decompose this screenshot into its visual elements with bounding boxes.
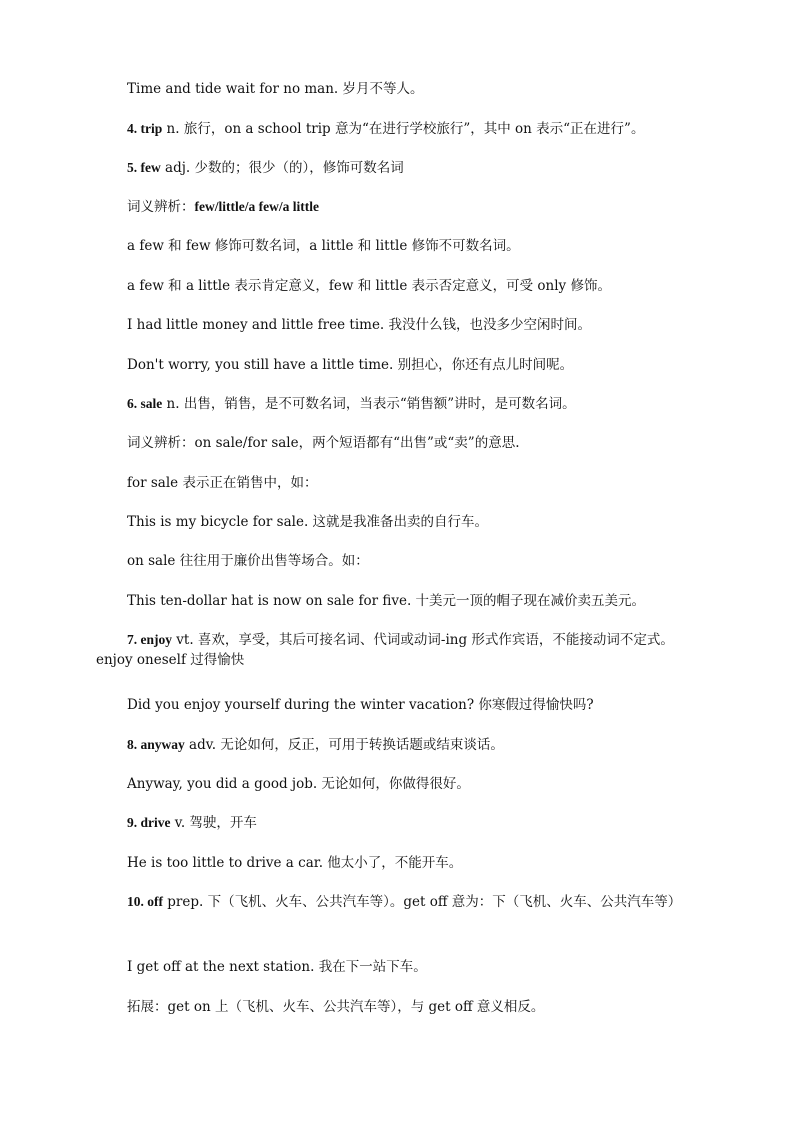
vocab-entry-drive — [127, 813, 707, 833]
vocab-headword: 9. drive — [127, 815, 171, 830]
example-sentence: He is too little to drive a car. 他太小了，不能开车。 — [127, 855, 463, 871]
example-sentence: Don't worry, you still have a little time. 别担心，你还有点儿时间呢。 — [127, 357, 574, 373]
example-sentence: I get off at the next station. 我在下一站下车。 — [127, 959, 427, 975]
distinction-words: few/little/a few/a little — [194, 199, 319, 214]
vocab-definition: n. 出售，销售，是不可数名词，当表示“销售额”讲时，是可数名词。 — [162, 396, 576, 412]
explanation-line: a few 和 a little 表示肯定意义，few 和 little 表示否定意义，可受 only 修饰。 — [127, 278, 611, 294]
explanation-line: 词义辨析：on sale/for sale，两个短语都有“出售”或“卖”的意思. — [127, 435, 520, 451]
vocab-entry-anyway — [127, 735, 707, 755]
vocab-definition: adj. 少数的；很少（的），修饰可数名词 — [160, 160, 404, 176]
explanation-line: for sale 表示正在销售中，如： — [127, 475, 318, 491]
extension-note: 拓展：get on 上（飞机、火车、公共汽车等），与 get off 意义相反。 — [127, 999, 545, 1015]
example-sentence: Time and tide wait for no man. 岁月不等人。 — [127, 81, 424, 97]
word-distinction-heading — [127, 197, 707, 217]
vocab-headword: 5. few — [127, 160, 161, 175]
vocab-definition: prep. 下（飞机、火车、公共汽车等）。get off 意为：下（飞机、火车、公共汽车等） — [163, 894, 682, 910]
example-sentence: I had little money and little free time. 我没什么钱，也没多少空闲时间。 — [127, 317, 592, 333]
vocab-entry-off — [96, 892, 706, 912]
example-sentence: This ten-dollar hat is now on sale for five. 十美元一顶的帽子现在减价卖五美元。 — [127, 593, 646, 609]
vocab-headword: 10. off — [127, 894, 163, 909]
distinction-label: 词义辨析： — [127, 199, 195, 215]
vocab-definition: v. 驾驶，开车 — [170, 815, 257, 831]
vocab-headword: 8. anyway — [127, 737, 185, 752]
vocab-entry-sale — [127, 394, 707, 414]
explanation-line: on sale 往往用于廉价出售等场合。如： — [127, 553, 369, 569]
vocab-definition: vt. 喜欢，享受，其后可接名词、代词或动词-ing 形式作宾语，不能接动词不定式。enjoy oneself 过得愉快 — [96, 632, 674, 668]
example-sentence: Did you enjoy yourself during the winter vacation? 你寒假过得愉快吗? — [127, 697, 594, 713]
vocab-definition: n. 旅行，on a school trip 意为“在进行学校旅行”，其中 on 表示“正在进行”。 — [162, 121, 645, 137]
vocab-headword: 7. enjoy — [127, 632, 172, 647]
vocab-entry-trip — [127, 119, 707, 139]
vocab-headword: 4. trip — [127, 121, 163, 136]
explanation-line: a few 和 few 修饰可数名词，a little 和 little 修饰不可数名词。 — [127, 238, 520, 254]
vocab-entry-few — [127, 158, 707, 178]
example-sentence: This is my bicycle for sale. 这就是我准备出卖的自行车。 — [127, 514, 489, 530]
example-sentence: Anyway, you did a good job. 无论如何，你做得很好。 — [127, 776, 470, 792]
vocab-headword: 6. sale — [127, 396, 163, 411]
vocab-definition: adv. 无论如何，反正，可用于转换话题或结束谈话。 — [184, 737, 504, 753]
vocab-entry-enjoy — [96, 630, 706, 670]
